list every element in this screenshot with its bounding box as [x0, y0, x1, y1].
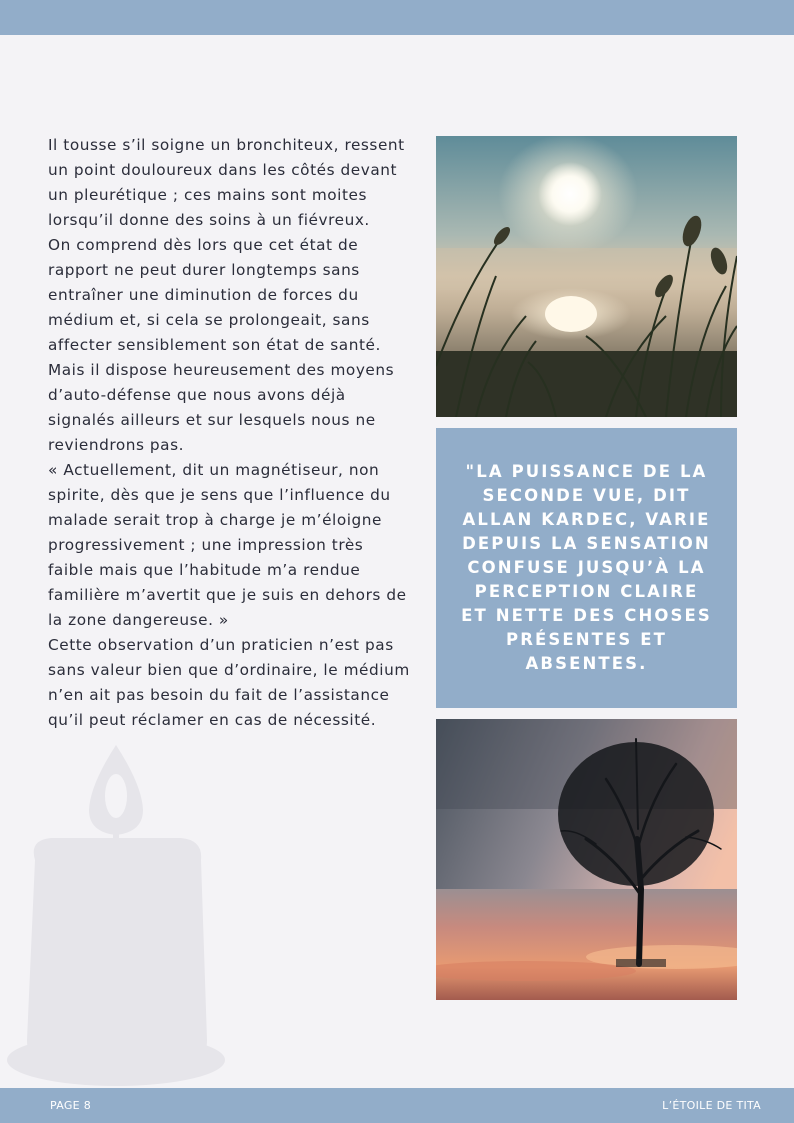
paragraph: « Actuellement, dit un magnétiseur, non spirite, dès que je sens que l’influence du malade serait trop à charge je m’éloigne progressivement ; une impression très faible mais que l’habitude m’a rendue familière m’avertit que je suis en dehors de la zone dangereuse. » — [48, 461, 407, 629]
paragraph: Mais il dispose heureusement des moyens d’auto-défense que nous avons déjà signalés ailleurs et sur lesquels nous ne reviendrons pas. — [48, 361, 395, 454]
paragraph: On comprend dès lors que cet état de rapport ne peut durer longtemps sans entraîner une diminution de forces du médium et, si cela se prolongeait, sans affecter sensiblement son état de santé. — [48, 236, 381, 354]
sunrise-reeds-image — [436, 136, 737, 417]
paragraph: Il tousse s’il soigne un bronchiteux, ressent un point douloureux dans les côtés devant un pleurétique ; ces mains sont moites lorsqu’il donne des soins à un fiévreux. — [48, 136, 405, 229]
header-bar — [0, 0, 794, 35]
tree-sunset-image — [436, 719, 737, 1000]
pull-quote-text: "LA PUISSANCE DE LA SECONDE VUE, DIT ALLAN KARDEC, VARIE DEPUIS LA SENSATION CONFUSE JUSQU’À LA PERCEPTION CLAIRE ET NETTE DES CHOSES PRÉSENTES ET ABSENTES. — [461, 462, 712, 673]
paragraph: Cette observation d’un praticien n’est pas sans valeur bien que d’ordinaire, le médium n’en ait pas besoin du fait de l’assistance qu’il peut réclamer en cas de nécessité. — [48, 636, 410, 729]
publication-title: L’ÉTOILE DE TITA — [662, 1099, 761, 1112]
page-number: PAGE 8 — [50, 1099, 92, 1112]
article-body — [48, 133, 413, 733]
pull-quote — [436, 428, 737, 708]
candle-decoration — [5, 740, 227, 1090]
